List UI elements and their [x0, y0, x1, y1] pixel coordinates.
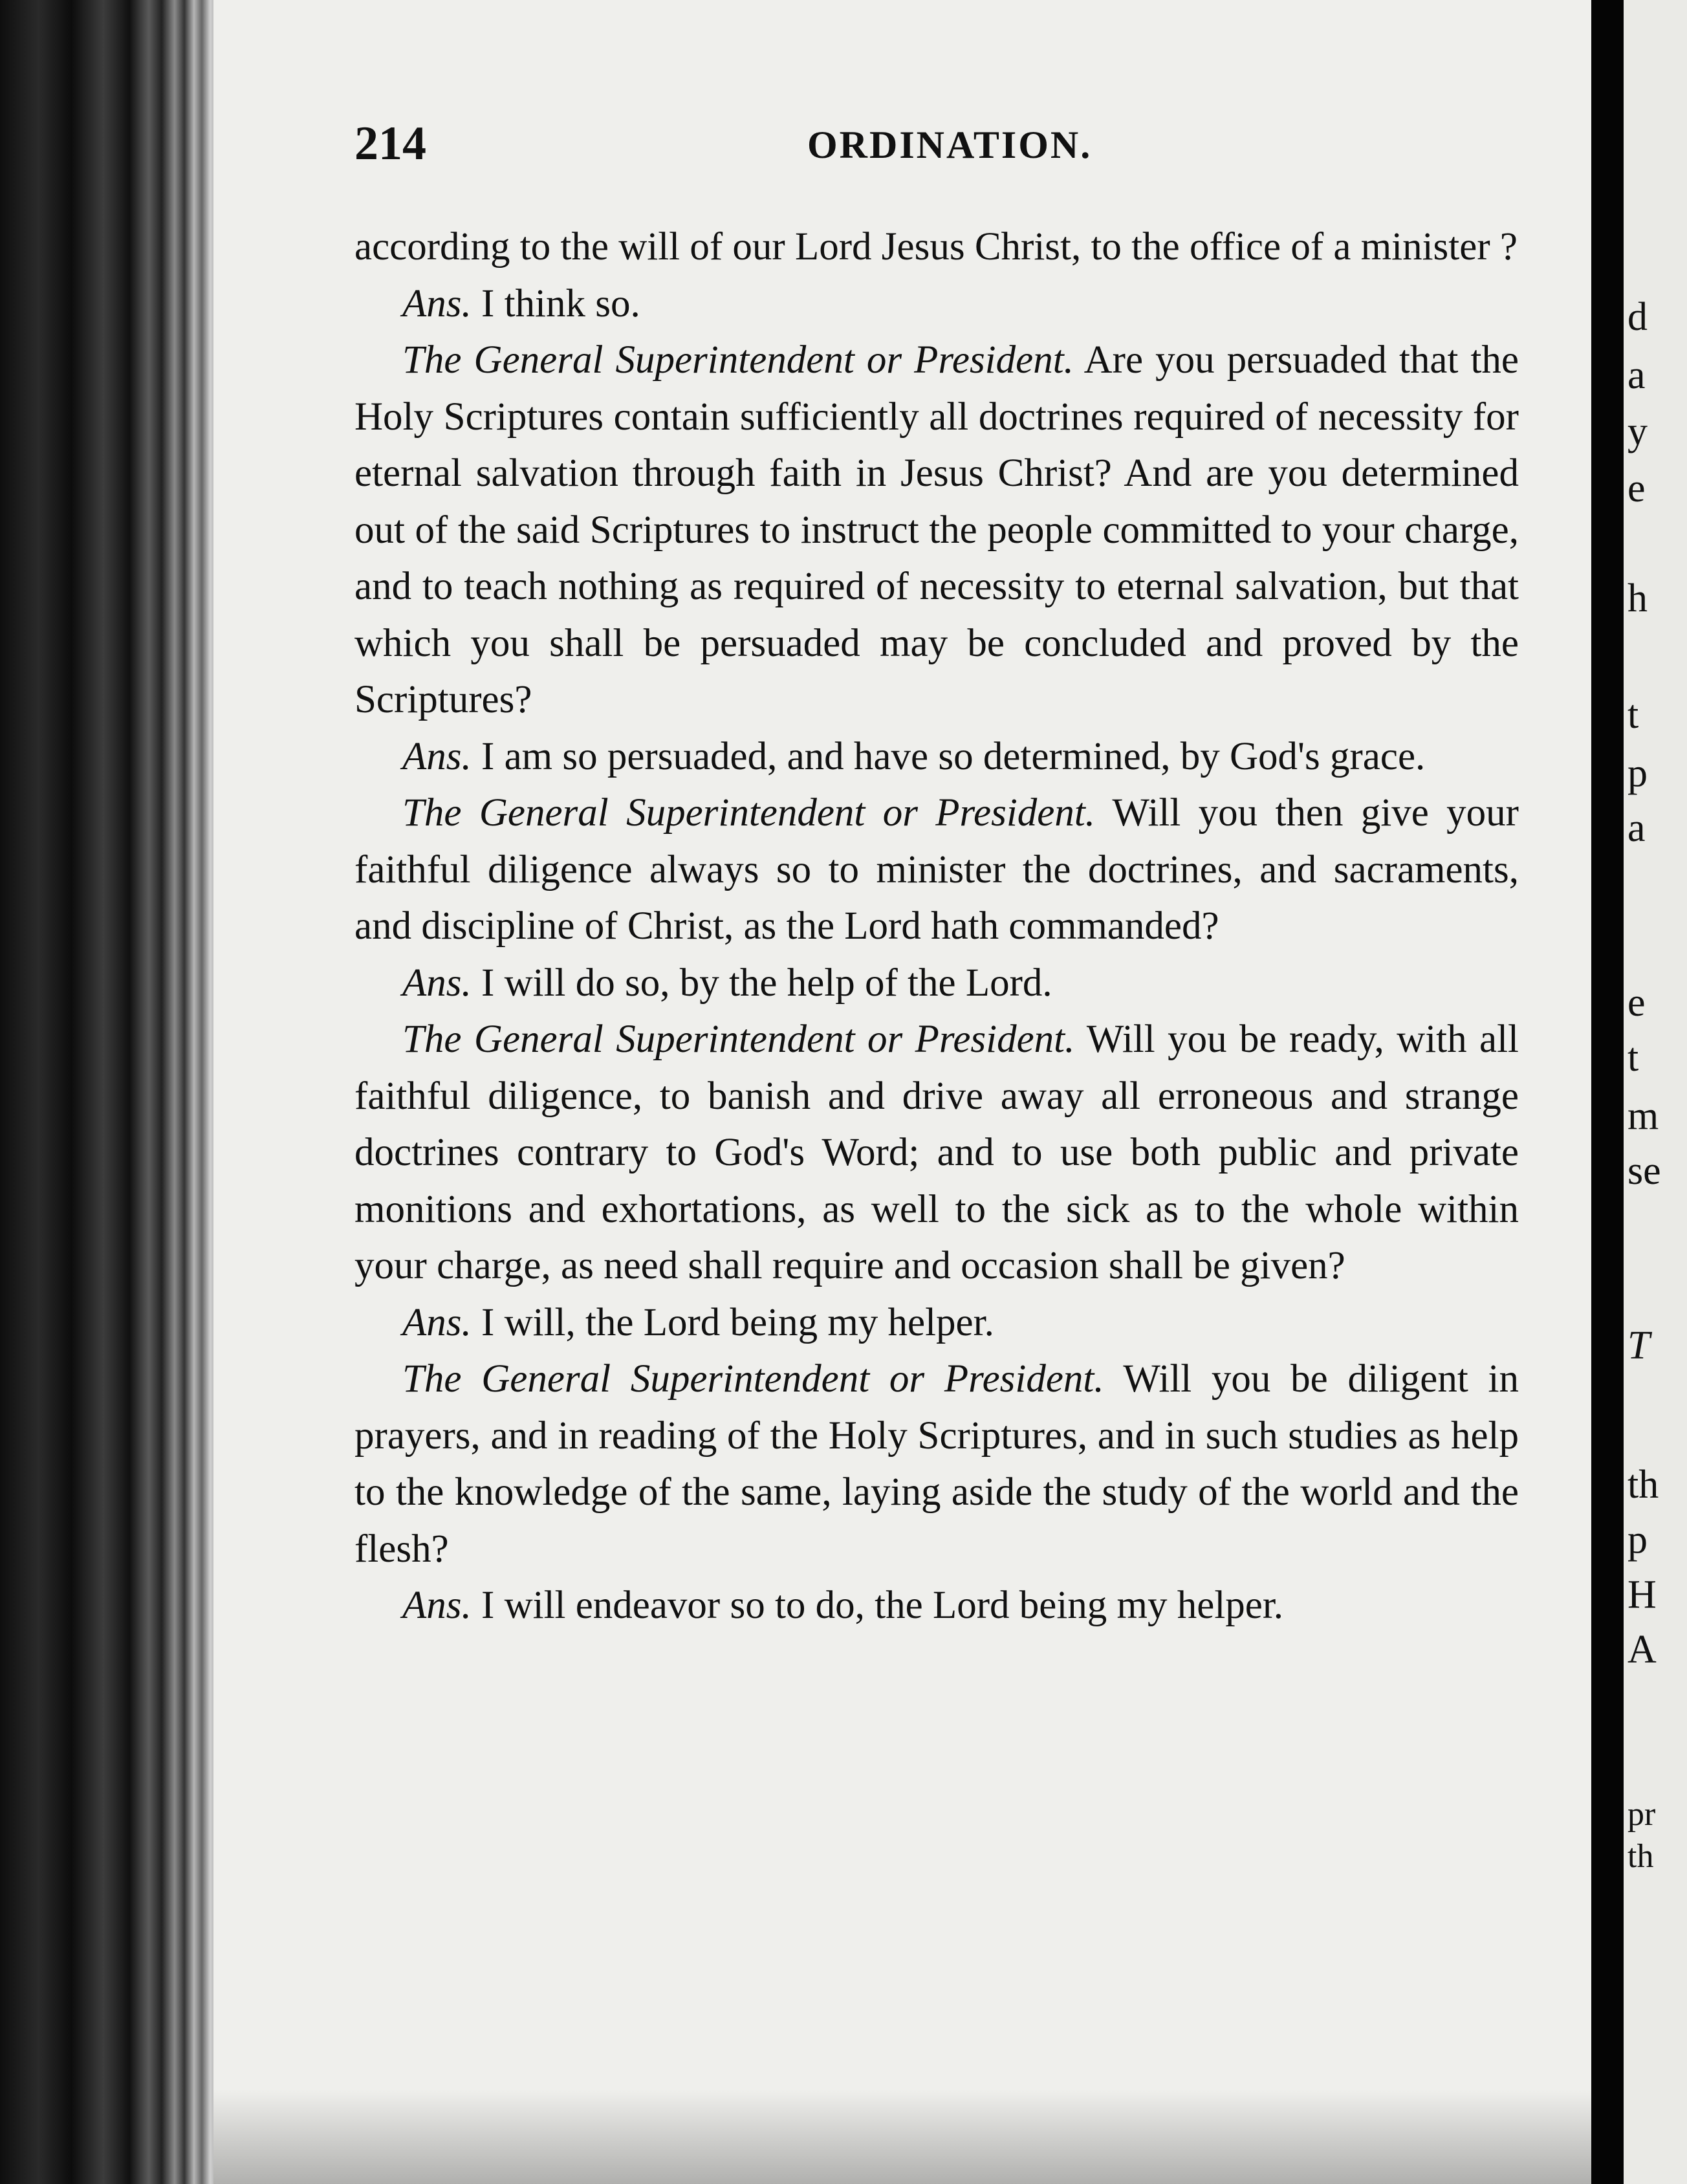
- paragraph: [354, 1577, 1519, 1634]
- speaker-label: The General Superintendent or President.: [402, 1357, 1104, 1401]
- adjacent-fragment: p: [1627, 751, 1648, 795]
- speaker-label: The General Superintendent or President.: [402, 338, 1074, 382]
- speaker-label: Ans.: [402, 961, 472, 1005]
- adjacent-fragment: H: [1627, 1573, 1657, 1617]
- running-head: ORDINATION.: [807, 124, 1093, 166]
- paragraph-text: Will you be diligent in prayers, and in reading of the Holy Scriptures, and in such studies as help to the knowledge of the same, laying aside the study of the world and the flesh?: [354, 1357, 1519, 1571]
- paragraph-text: Will you be ready, with all faithful diligence, to banish and drive away all erroneous and strange doctrines contrary to God's Word; and to use both public and private monitions and exhortations, as well to the sick as to the whole within your charge, as need shall require and occasion shall be given?: [354, 1018, 1519, 1287]
- paragraph: [354, 219, 1519, 276]
- paragraph-text: I will endeavor so to do, the Lord being my helper.: [481, 1584, 1284, 1627]
- adjacent-fragment: e: [1627, 981, 1646, 1025]
- adjacent-fragment: A: [1627, 1628, 1657, 1672]
- speaker-label: Ans.: [402, 281, 472, 325]
- speaker-label: Ans.: [402, 1300, 472, 1344]
- paragraph: [354, 728, 1519, 785]
- speaker-label: Ans.: [402, 734, 472, 778]
- paragraph-text: I will do so, by the help of the Lord.: [481, 961, 1052, 1005]
- adjacent-fragment: d: [1627, 295, 1648, 339]
- page-shadow: [213, 2090, 1591, 2184]
- page-number: 214: [354, 117, 426, 170]
- adjacent-fragment: a: [1627, 353, 1646, 397]
- adjacent-page-edge: [1624, 0, 1687, 2184]
- paragraph-text: Are you persuaded that the Holy Scriptures contain sufficiently all doctrines required of necessity for eternal salvation through faith in Jesus Christ? And are you determined out of the said Scriptures to instruct the people committed to your charge, and to teach nothing as required of necessity to eternal salvation, but that which you shall be persuaded may be concluded and proved by the Scriptures?: [354, 338, 1519, 721]
- speaker-label: The General Superintendent or President.: [402, 1018, 1075, 1061]
- page-gutter: [1591, 0, 1624, 2184]
- adjacent-fragment: y: [1627, 410, 1648, 453]
- adjacent-fragment: h: [1627, 576, 1648, 620]
- adjacent-fragment: t: [1627, 693, 1639, 737]
- body-text: [354, 219, 1519, 1634]
- paragraph-text: I will, the Lord being my helper.: [481, 1300, 994, 1344]
- speaker-label: The General Superintendent or President.: [402, 791, 1096, 835]
- adjacent-fragment: se: [1627, 1149, 1661, 1193]
- adjacent-fragment: th: [1627, 1838, 1654, 1875]
- paragraph: [354, 785, 1519, 955]
- adjacent-fragment: m: [1627, 1094, 1659, 1138]
- page-header: [354, 116, 1519, 175]
- paragraph: [354, 276, 1519, 333]
- adjacent-fragment: p: [1627, 1518, 1648, 1562]
- speaker-label: Ans.: [402, 1584, 472, 1627]
- paragraph-text: I think so.: [481, 281, 640, 325]
- adjacent-fragment: e: [1627, 466, 1646, 510]
- paragraph-text: I am so persuaded, and have so determined, by God's grace.: [481, 734, 1426, 778]
- paragraph-text: according to the will of our Lord Jesus Christ, to the office of a minister ?: [354, 225, 1518, 268]
- paragraph: [354, 332, 1519, 728]
- adjacent-fragment: pr: [1627, 1796, 1656, 1833]
- adjacent-fragment: a: [1627, 806, 1646, 850]
- adjacent-fragment: T: [1627, 1324, 1650, 1368]
- book-binding: [0, 0, 220, 2184]
- paragraph: [354, 1011, 1519, 1294]
- paragraph: [354, 955, 1519, 1012]
- adjacent-fragment: th: [1627, 1463, 1659, 1507]
- paragraph: [354, 1351, 1519, 1577]
- paragraph-text: Will you then give your faithful diligence always so to minister the doctrines, and sacraments, and discipline of Christ, as the Lord hath commanded?: [354, 791, 1519, 948]
- paragraph: [354, 1294, 1519, 1351]
- adjacent-fragment: t: [1627, 1036, 1639, 1080]
